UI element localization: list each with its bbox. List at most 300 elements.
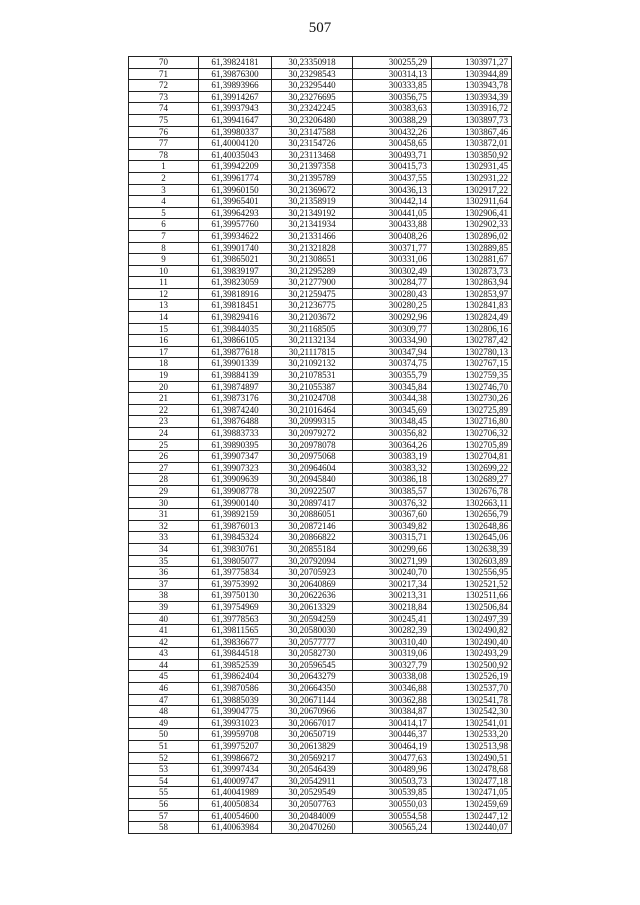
x-coordinate-cell: 300408,26 — [353, 230, 432, 242]
longitude-cell: 30,21024708 — [272, 393, 353, 405]
table-row — [129, 636, 512, 648]
table-row — [129, 787, 512, 799]
point-number-cell: 78 — [129, 149, 199, 161]
y-coordinate-cell: 1302471,05 — [432, 787, 512, 799]
point-number-cell: 21 — [129, 393, 199, 405]
longitude-cell: 30,20978078 — [272, 439, 353, 451]
y-coordinate-cell: 1302806,16 — [432, 323, 512, 335]
latitude-cell: 61,39907323 — [199, 462, 272, 474]
y-coordinate-cell: 1302767,15 — [432, 358, 512, 370]
point-number-cell: 23 — [129, 416, 199, 428]
latitude-cell: 61,39957760 — [199, 219, 272, 231]
y-coordinate-cell: 1302676,78 — [432, 485, 512, 497]
x-coordinate-cell: 300367,60 — [353, 509, 432, 521]
y-coordinate-cell: 1302477,18 — [432, 775, 512, 787]
longitude-cell: 30,21016464 — [272, 404, 353, 416]
x-coordinate-cell: 300383,19 — [353, 451, 432, 463]
latitude-cell: 61,39960150 — [199, 184, 272, 196]
table-row — [129, 277, 512, 289]
x-coordinate-cell: 300446,37 — [353, 729, 432, 741]
longitude-cell: 30,23350918 — [272, 57, 353, 69]
y-coordinate-cell: 1302716,80 — [432, 416, 512, 428]
y-coordinate-cell: 1302911,64 — [432, 196, 512, 208]
longitude-cell: 30,20622636 — [272, 590, 353, 602]
table-row — [129, 358, 512, 370]
x-coordinate-cell: 300310,40 — [353, 636, 432, 648]
point-number-cell: 40 — [129, 613, 199, 625]
longitude-cell: 30,21055387 — [272, 381, 353, 393]
point-number-cell: 42 — [129, 636, 199, 648]
longitude-cell: 30,20872146 — [272, 520, 353, 532]
table-row — [129, 590, 512, 602]
y-coordinate-cell: 1303850,92 — [432, 149, 512, 161]
x-coordinate-cell: 300355,79 — [353, 370, 432, 382]
point-number-cell: 76 — [129, 126, 199, 138]
latitude-cell: 61,39909639 — [199, 474, 272, 486]
y-coordinate-cell: 1302521,52 — [432, 578, 512, 590]
x-coordinate-cell: 300299,66 — [353, 543, 432, 555]
table-row — [129, 543, 512, 555]
y-coordinate-cell: 1302490,51 — [432, 752, 512, 764]
y-coordinate-cell: 1302873,73 — [432, 265, 512, 277]
x-coordinate-cell: 300314,13 — [353, 68, 432, 80]
x-coordinate-cell: 300565,24 — [353, 822, 432, 834]
x-coordinate-cell: 300415,73 — [353, 161, 432, 173]
latitude-cell: 61,39829416 — [199, 312, 272, 324]
longitude-cell: 30,20580030 — [272, 625, 353, 637]
longitude-cell: 30,20507763 — [272, 799, 353, 811]
latitude-cell: 61,39904775 — [199, 706, 272, 718]
longitude-cell: 30,21395789 — [272, 172, 353, 184]
longitude-cell: 30,20792094 — [272, 555, 353, 567]
point-number-cell: 33 — [129, 532, 199, 544]
point-number-cell: 45 — [129, 671, 199, 683]
latitude-cell: 61,39941647 — [199, 114, 272, 126]
longitude-cell: 30,20470260 — [272, 822, 353, 834]
latitude-cell: 61,39893966 — [199, 80, 272, 92]
x-coordinate-cell: 300489,96 — [353, 764, 432, 776]
latitude-cell: 61,39908778 — [199, 485, 272, 497]
table-row — [129, 822, 512, 834]
point-number-cell: 43 — [129, 648, 199, 660]
point-number-cell: 49 — [129, 717, 199, 729]
y-coordinate-cell: 1302511,66 — [432, 590, 512, 602]
point-number-cell: 47 — [129, 694, 199, 706]
latitude-cell: 61,40054600 — [199, 810, 272, 822]
table-row — [129, 671, 512, 683]
table-row — [129, 288, 512, 300]
latitude-cell: 61,39754969 — [199, 601, 272, 613]
latitude-cell: 61,39942209 — [199, 161, 272, 173]
x-coordinate-cell: 300356,75 — [353, 91, 432, 103]
y-coordinate-cell: 1302906,41 — [432, 207, 512, 219]
point-number-cell: 2 — [129, 172, 199, 184]
x-coordinate-cell: 300356,82 — [353, 428, 432, 440]
x-coordinate-cell: 300280,25 — [353, 300, 432, 312]
latitude-cell: 61,39844518 — [199, 648, 272, 660]
latitude-cell: 61,39753992 — [199, 578, 272, 590]
latitude-cell: 61,39775834 — [199, 567, 272, 579]
point-number-cell: 3 — [129, 184, 199, 196]
latitude-cell: 61,39836677 — [199, 636, 272, 648]
point-number-cell: 39 — [129, 601, 199, 613]
y-coordinate-cell: 1302699,22 — [432, 462, 512, 474]
table-row — [129, 775, 512, 787]
point-number-cell: 8 — [129, 242, 199, 254]
longitude-cell: 30,21341934 — [272, 219, 353, 231]
y-coordinate-cell: 1302648,86 — [432, 520, 512, 532]
longitude-cell: 30,23298543 — [272, 68, 353, 80]
table-row — [129, 80, 512, 92]
y-coordinate-cell: 1302896,02 — [432, 230, 512, 242]
latitude-cell: 61,39876300 — [199, 68, 272, 80]
point-number-cell: 38 — [129, 590, 199, 602]
y-coordinate-cell: 1303867,46 — [432, 126, 512, 138]
x-coordinate-cell: 300213,31 — [353, 590, 432, 602]
table-row — [129, 729, 512, 741]
longitude-cell: 30,20999315 — [272, 416, 353, 428]
table-row — [129, 335, 512, 347]
table-row — [129, 242, 512, 254]
x-coordinate-cell: 300315,71 — [353, 532, 432, 544]
y-coordinate-cell: 1302853,97 — [432, 288, 512, 300]
table-row — [129, 752, 512, 764]
y-coordinate-cell: 1302706,32 — [432, 428, 512, 440]
y-coordinate-cell: 1302841,83 — [432, 300, 512, 312]
x-coordinate-cell: 300493,71 — [353, 149, 432, 161]
longitude-cell: 30,20613829 — [272, 741, 353, 753]
x-coordinate-cell: 300280,43 — [353, 288, 432, 300]
longitude-cell: 30,20577777 — [272, 636, 353, 648]
table-row — [129, 578, 512, 590]
y-coordinate-cell: 1302526,19 — [432, 671, 512, 683]
longitude-cell: 30,23276695 — [272, 91, 353, 103]
coordinates-table — [128, 56, 512, 834]
table-row — [129, 416, 512, 428]
latitude-cell: 61,39931023 — [199, 717, 272, 729]
longitude-cell: 30,21203672 — [272, 312, 353, 324]
table-row — [129, 161, 512, 173]
x-coordinate-cell: 300271,99 — [353, 555, 432, 567]
x-coordinate-cell: 300348,45 — [353, 416, 432, 428]
latitude-cell: 61,39907347 — [199, 451, 272, 463]
x-coordinate-cell: 300240,70 — [353, 567, 432, 579]
x-coordinate-cell: 300442,14 — [353, 196, 432, 208]
table-row — [129, 567, 512, 579]
point-number-cell: 52 — [129, 752, 199, 764]
x-coordinate-cell: 300334,90 — [353, 335, 432, 347]
table-row — [129, 509, 512, 521]
latitude-cell: 61,39862404 — [199, 671, 272, 683]
y-coordinate-cell: 1302759,35 — [432, 370, 512, 382]
longitude-cell: 30,23113468 — [272, 149, 353, 161]
table-row — [129, 57, 512, 69]
point-number-cell: 16 — [129, 335, 199, 347]
longitude-cell: 30,21259475 — [272, 288, 353, 300]
latitude-cell: 61,39818451 — [199, 300, 272, 312]
y-coordinate-cell: 1302730,26 — [432, 393, 512, 405]
x-coordinate-cell: 300282,39 — [353, 625, 432, 637]
y-coordinate-cell: 1302931,22 — [432, 172, 512, 184]
latitude-cell: 61,39934622 — [199, 230, 272, 242]
table-row — [129, 370, 512, 382]
point-number-cell: 74 — [129, 103, 199, 115]
y-coordinate-cell: 1303944,89 — [432, 68, 512, 80]
y-coordinate-cell: 1302787,42 — [432, 335, 512, 347]
latitude-cell: 61,39750130 — [199, 590, 272, 602]
latitude-cell: 61,39997434 — [199, 764, 272, 776]
x-coordinate-cell: 300436,13 — [353, 184, 432, 196]
table-row — [129, 393, 512, 405]
y-coordinate-cell: 1302704,81 — [432, 451, 512, 463]
longitude-cell: 30,21078531 — [272, 370, 353, 382]
x-coordinate-cell: 300386,18 — [353, 474, 432, 486]
y-coordinate-cell: 1303897,73 — [432, 114, 512, 126]
latitude-cell: 61,39824181 — [199, 57, 272, 69]
longitude-cell: 30,23154726 — [272, 138, 353, 150]
x-coordinate-cell: 300344,38 — [353, 393, 432, 405]
longitude-cell: 30,20897417 — [272, 497, 353, 509]
y-coordinate-cell: 1302780,13 — [432, 346, 512, 358]
table-row — [129, 555, 512, 567]
latitude-cell: 61,39870586 — [199, 683, 272, 695]
latitude-cell: 61,39901339 — [199, 358, 272, 370]
table-row — [129, 219, 512, 231]
longitude-cell: 30,20643279 — [272, 671, 353, 683]
latitude-cell: 61,39961774 — [199, 172, 272, 184]
x-coordinate-cell: 300319,06 — [353, 648, 432, 660]
table-row — [129, 312, 512, 324]
table-row — [129, 428, 512, 440]
longitude-cell: 30,20484009 — [272, 810, 353, 822]
longitude-cell: 30,23242245 — [272, 103, 353, 115]
y-coordinate-cell: 1302889,85 — [432, 242, 512, 254]
longitude-cell: 30,23295440 — [272, 80, 353, 92]
point-number-cell: 18 — [129, 358, 199, 370]
table-row — [129, 694, 512, 706]
point-number-cell: 34 — [129, 543, 199, 555]
latitude-cell: 61,39839197 — [199, 265, 272, 277]
point-number-cell: 71 — [129, 68, 199, 80]
table-row — [129, 230, 512, 242]
table-row — [129, 706, 512, 718]
longitude-cell: 30,20964604 — [272, 462, 353, 474]
y-coordinate-cell: 1302506,84 — [432, 601, 512, 613]
point-number-cell: 6 — [129, 219, 199, 231]
x-coordinate-cell: 300245,41 — [353, 613, 432, 625]
table-row — [129, 717, 512, 729]
longitude-cell: 30,21117815 — [272, 346, 353, 358]
point-number-cell: 72 — [129, 80, 199, 92]
y-coordinate-cell: 1302541,01 — [432, 717, 512, 729]
y-coordinate-cell: 1302459,69 — [432, 799, 512, 811]
table-row — [129, 451, 512, 463]
y-coordinate-cell: 1302746,70 — [432, 381, 512, 393]
x-coordinate-cell: 300374,75 — [353, 358, 432, 370]
latitude-cell: 61,39986672 — [199, 752, 272, 764]
x-coordinate-cell: 300477,63 — [353, 752, 432, 764]
point-number-cell: 14 — [129, 312, 199, 324]
x-coordinate-cell: 300432,26 — [353, 126, 432, 138]
latitude-cell: 61,39901740 — [199, 242, 272, 254]
latitude-cell: 61,39914267 — [199, 91, 272, 103]
longitude-cell: 30,21349192 — [272, 207, 353, 219]
longitude-cell: 30,20582730 — [272, 648, 353, 660]
y-coordinate-cell: 1302542,30 — [432, 706, 512, 718]
point-number-cell: 31 — [129, 509, 199, 521]
longitude-cell: 30,21132134 — [272, 335, 353, 347]
x-coordinate-cell: 300464,19 — [353, 741, 432, 753]
x-coordinate-cell: 300345,84 — [353, 381, 432, 393]
table-row — [129, 601, 512, 613]
latitude-cell: 61,40050834 — [199, 799, 272, 811]
x-coordinate-cell: 300217,34 — [353, 578, 432, 590]
latitude-cell: 61,39876013 — [199, 520, 272, 532]
table-row — [129, 648, 512, 660]
table-row — [129, 138, 512, 150]
point-number-cell: 41 — [129, 625, 199, 637]
point-number-cell: 19 — [129, 370, 199, 382]
y-coordinate-cell: 1302689,27 — [432, 474, 512, 486]
longitude-cell: 30,20667017 — [272, 717, 353, 729]
x-coordinate-cell: 300385,57 — [353, 485, 432, 497]
longitude-cell: 30,20569217 — [272, 752, 353, 764]
y-coordinate-cell: 1302645,06 — [432, 532, 512, 544]
longitude-cell: 30,20979272 — [272, 428, 353, 440]
latitude-cell: 61,39883733 — [199, 428, 272, 440]
point-number-cell: 51 — [129, 741, 199, 753]
table-row — [129, 172, 512, 184]
latitude-cell: 61,39892159 — [199, 509, 272, 521]
longitude-cell: 30,20866822 — [272, 532, 353, 544]
latitude-cell: 61,40041989 — [199, 787, 272, 799]
point-number-cell: 4 — [129, 196, 199, 208]
point-number-cell: 58 — [129, 822, 199, 834]
longitude-cell: 30,20670966 — [272, 706, 353, 718]
longitude-cell: 30,21369672 — [272, 184, 353, 196]
longitude-cell: 30,21092132 — [272, 358, 353, 370]
page-number: 507 — [308, 20, 332, 36]
point-number-cell: 46 — [129, 683, 199, 695]
latitude-cell: 61,39876488 — [199, 416, 272, 428]
y-coordinate-cell: 1302603,89 — [432, 555, 512, 567]
x-coordinate-cell: 300362,88 — [353, 694, 432, 706]
latitude-cell: 61,39778563 — [199, 613, 272, 625]
y-coordinate-cell: 1302541,78 — [432, 694, 512, 706]
x-coordinate-cell: 300550,03 — [353, 799, 432, 811]
table-row — [129, 300, 512, 312]
longitude-cell: 30,21236775 — [272, 300, 353, 312]
x-coordinate-cell: 300364,26 — [353, 439, 432, 451]
x-coordinate-cell: 300437,55 — [353, 172, 432, 184]
x-coordinate-cell: 300383,63 — [353, 103, 432, 115]
point-number-cell: 24 — [129, 428, 199, 440]
latitude-cell: 61,39818916 — [199, 288, 272, 300]
point-number-cell: 1 — [129, 161, 199, 173]
table-row — [129, 439, 512, 451]
longitude-cell: 30,21321828 — [272, 242, 353, 254]
latitude-cell: 61,39964293 — [199, 207, 272, 219]
x-coordinate-cell: 300383,32 — [353, 462, 432, 474]
latitude-cell: 61,39874897 — [199, 381, 272, 393]
point-number-cell: 29 — [129, 485, 199, 497]
point-number-cell: 11 — [129, 277, 199, 289]
table-row — [129, 68, 512, 80]
x-coordinate-cell: 300554,58 — [353, 810, 432, 822]
longitude-cell: 30,20705923 — [272, 567, 353, 579]
table-row — [129, 625, 512, 637]
point-number-cell: 75 — [129, 114, 199, 126]
table-row — [129, 196, 512, 208]
x-coordinate-cell: 300376,32 — [353, 497, 432, 509]
table-row — [129, 254, 512, 266]
y-coordinate-cell: 1302537,70 — [432, 683, 512, 695]
x-coordinate-cell: 300388,29 — [353, 114, 432, 126]
coordinates-table-body — [129, 57, 512, 834]
table-row — [129, 810, 512, 822]
table-row — [129, 485, 512, 497]
point-number-cell: 9 — [129, 254, 199, 266]
y-coordinate-cell: 1302490,82 — [432, 625, 512, 637]
point-number-cell: 53 — [129, 764, 199, 776]
y-coordinate-cell: 1302490,40 — [432, 636, 512, 648]
point-number-cell: 44 — [129, 659, 199, 671]
x-coordinate-cell: 300503,73 — [353, 775, 432, 787]
table-row — [129, 184, 512, 196]
latitude-cell: 61,39900140 — [199, 497, 272, 509]
y-coordinate-cell: 1303943,78 — [432, 80, 512, 92]
latitude-cell: 61,39890395 — [199, 439, 272, 451]
table-row — [129, 346, 512, 358]
y-coordinate-cell: 1302863,94 — [432, 277, 512, 289]
x-coordinate-cell: 300255,29 — [353, 57, 432, 69]
latitude-cell: 61,39980337 — [199, 126, 272, 138]
table-row — [129, 683, 512, 695]
x-coordinate-cell: 300371,77 — [353, 242, 432, 254]
point-number-cell: 25 — [129, 439, 199, 451]
latitude-cell: 61,39811565 — [199, 625, 272, 637]
point-number-cell: 36 — [129, 567, 199, 579]
table-row — [129, 532, 512, 544]
table-row — [129, 613, 512, 625]
longitude-cell: 30,23147588 — [272, 126, 353, 138]
longitude-cell: 30,20596545 — [272, 659, 353, 671]
latitude-cell: 61,39823059 — [199, 277, 272, 289]
latitude-cell: 61,39873176 — [199, 393, 272, 405]
point-number-cell: 48 — [129, 706, 199, 718]
x-coordinate-cell: 300441,05 — [353, 207, 432, 219]
x-coordinate-cell: 300346,88 — [353, 683, 432, 695]
y-coordinate-cell: 1302513,98 — [432, 741, 512, 753]
latitude-cell: 61,39884139 — [199, 370, 272, 382]
point-number-cell: 15 — [129, 323, 199, 335]
point-number-cell: 13 — [129, 300, 199, 312]
y-coordinate-cell: 1302902,33 — [432, 219, 512, 231]
y-coordinate-cell: 1302824,49 — [432, 312, 512, 324]
y-coordinate-cell: 1302917,22 — [432, 184, 512, 196]
point-number-cell: 35 — [129, 555, 199, 567]
y-coordinate-cell: 1302656,79 — [432, 509, 512, 521]
latitude-cell: 61,39844035 — [199, 323, 272, 335]
x-coordinate-cell: 300458,65 — [353, 138, 432, 150]
table-row — [129, 520, 512, 532]
latitude-cell: 61,39865021 — [199, 254, 272, 266]
latitude-cell: 61,39830761 — [199, 543, 272, 555]
point-number-cell: 27 — [129, 462, 199, 474]
y-coordinate-cell: 1302447,12 — [432, 810, 512, 822]
longitude-cell: 30,20855184 — [272, 543, 353, 555]
latitude-cell: 61,39866105 — [199, 335, 272, 347]
